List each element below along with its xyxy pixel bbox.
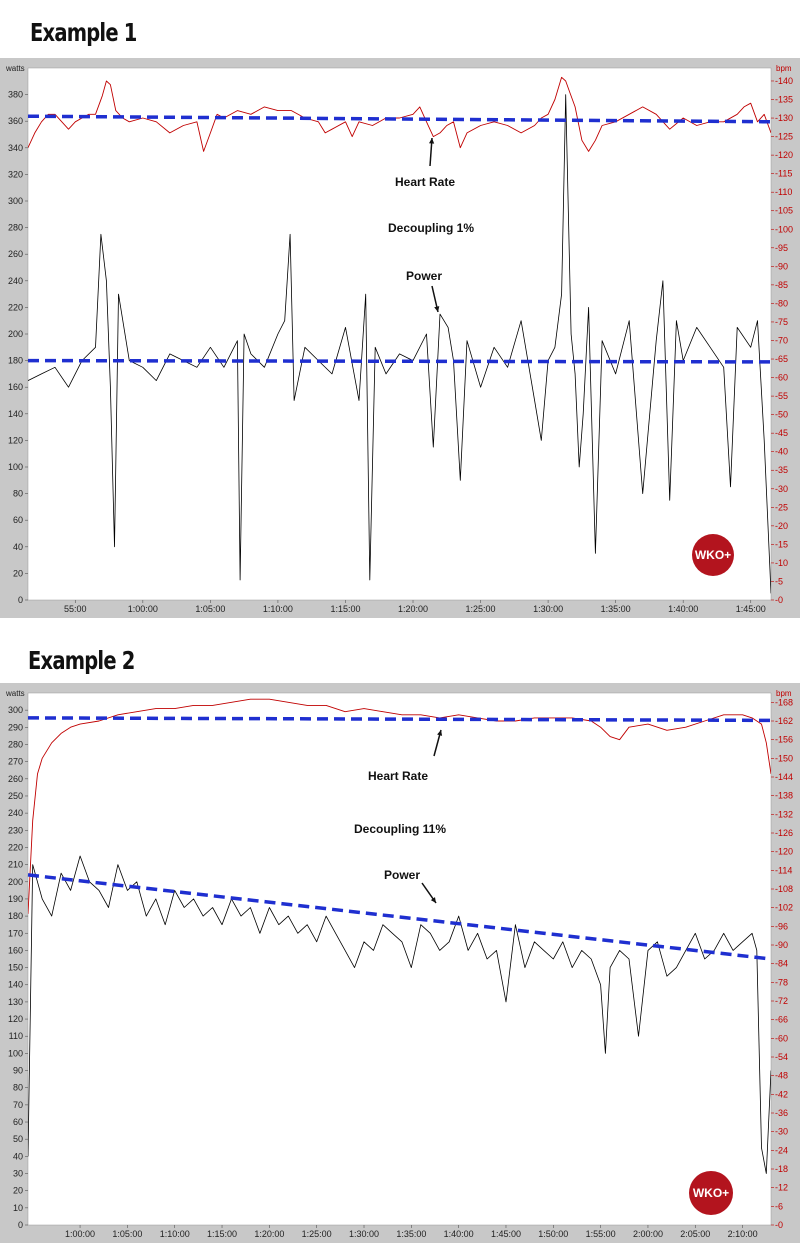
x-tick-label: 55:00: [64, 604, 87, 614]
x-tick-label: 1:05:00: [195, 604, 226, 614]
left-tick-label: 300: [7, 705, 23, 716]
right-tick-label: -115: [775, 168, 793, 179]
x-tick-label: 1:25:00: [301, 1229, 332, 1239]
power-label: Power: [384, 868, 421, 882]
right-tick-label: -12: [775, 1182, 789, 1193]
x-tick-label: 1:35:00: [600, 604, 631, 614]
x-tick-label: 1:50:00: [538, 1229, 569, 1239]
right-tick-label: -18: [775, 1164, 789, 1174]
left-tick-label: 360: [7, 116, 23, 127]
right-tick-label: -126: [775, 828, 794, 838]
left-tick-label: 260: [7, 773, 23, 784]
left-tick-label: 160: [7, 382, 23, 393]
left-tick-label: 150: [7, 962, 23, 973]
x-tick-label: 1:30:00: [348, 1229, 380, 1239]
chart-1-svg: [0, 58, 800, 618]
left-axis-unit: watts: [6, 689, 25, 698]
right-tick-label: -120: [775, 846, 794, 857]
decoupling-label: Decoupling 11%: [354, 822, 447, 836]
left-tick-label: 130: [7, 996, 23, 1007]
right-tick-label: -156: [775, 734, 794, 745]
left-tick-label: 120: [7, 1014, 23, 1025]
left-tick-label: 190: [7, 893, 23, 904]
chart-2-svg: [0, 683, 800, 1243]
right-tick-label: -162: [775, 716, 794, 726]
right-tick-label: -5: [775, 576, 784, 587]
x-tick-label: 1:40:00: [668, 604, 699, 614]
left-tick-label: 100: [7, 462, 23, 472]
x-tick-label: 1:15:00: [330, 604, 361, 614]
right-tick-label: -10: [775, 557, 789, 568]
left-tick-label: 210: [7, 859, 23, 870]
right-tick-label: -138: [775, 790, 794, 801]
right-tick-label: -132: [775, 809, 794, 820]
left-tick-label: 70: [12, 1099, 23, 1110]
x-tick-label: 1:40:00: [443, 1229, 474, 1239]
left-tick-label: 250: [7, 790, 23, 801]
left-tick-label: 60: [12, 515, 23, 526]
x-tick-label: 1:00:00: [65, 1229, 96, 1239]
right-axis-unit: bpm: [776, 64, 792, 73]
right-tick-label: -114: [775, 865, 793, 876]
right-tick-label: -135: [775, 94, 794, 105]
right-tick-label: -35: [775, 465, 789, 476]
right-tick-label: -65: [775, 354, 789, 365]
wko-logo-text: WKO+: [692, 1186, 730, 1200]
left-tick-label: 140: [7, 979, 23, 990]
x-tick-label: 1:45:00: [490, 1229, 521, 1239]
right-tick-label: -78: [775, 977, 789, 988]
right-tick-label: -45: [775, 428, 789, 439]
right-tick-label: -50: [775, 409, 789, 420]
right-tick-label: -24: [775, 1145, 789, 1156]
example-1-title: Example 1: [30, 18, 137, 47]
x-tick-label: 1:10:00: [262, 604, 293, 614]
right-tick-label: -168: [775, 697, 794, 708]
left-tick-label: 120: [7, 435, 23, 446]
left-tick-label: 100: [7, 1048, 23, 1059]
right-tick-label: -90: [775, 261, 789, 272]
x-tick-label: 1:25:00: [465, 604, 496, 614]
left-tick-label: 60: [12, 1117, 23, 1128]
right-tick-label: -54: [775, 1052, 789, 1062]
left-tick-label: 280: [7, 739, 23, 750]
x-tick-label: 1:15:00: [207, 1229, 238, 1239]
decoupling-label: Decoupling 1%: [388, 221, 475, 235]
right-tick-label: -150: [775, 753, 794, 764]
left-tick-label: 80: [12, 1082, 23, 1093]
x-tick-label: 1:45:00: [735, 604, 766, 614]
right-tick-label: -140: [775, 75, 794, 86]
right-tick-label: -25: [775, 502, 789, 513]
plot-area: [28, 68, 771, 600]
left-tick-label: 50: [12, 1134, 23, 1145]
left-tick-label: 10: [12, 1202, 23, 1213]
left-tick-label: 240: [7, 275, 23, 286]
left-tick-label: 140: [7, 408, 23, 419]
x-tick-label: 1:20:00: [397, 604, 429, 614]
left-tick-label: 20: [12, 568, 23, 579]
right-tick-label: -15: [775, 539, 789, 550]
right-tick-label: -120: [775, 150, 794, 161]
right-tick-label: -60: [775, 1033, 789, 1044]
left-tick-label: 380: [7, 89, 23, 100]
right-tick-label: -0: [775, 1220, 784, 1230]
left-tick-label: 0: [17, 595, 23, 605]
right-tick-label: -36: [775, 1108, 789, 1118]
left-tick-label: 110: [8, 1031, 23, 1042]
left-tick-label: 0: [17, 1220, 23, 1230]
right-tick-label: -70: [775, 335, 789, 346]
power-label: Power: [406, 269, 443, 283]
left-tick-label: 300: [7, 196, 23, 206]
right-tick-label: -105: [775, 205, 794, 216]
left-tick-label: 170: [7, 928, 23, 939]
left-tick-label: 20: [12, 1185, 23, 1196]
heart-rate-label: Heart Rate: [395, 175, 456, 189]
left-tick-label: 180: [7, 355, 23, 366]
right-tick-label: -6: [775, 1201, 784, 1212]
right-tick-label: -20: [775, 520, 789, 531]
right-tick-label: -80: [775, 298, 789, 309]
left-tick-label: 30: [12, 1168, 23, 1179]
left-tick-label: 200: [7, 329, 23, 339]
right-tick-label: -90: [775, 940, 789, 950]
x-tick-label: 1:05:00: [112, 1229, 143, 1239]
left-tick-label: 260: [7, 249, 23, 260]
right-tick-label: -40: [775, 446, 789, 457]
right-tick-label: -66: [775, 1014, 789, 1025]
x-tick-label: 2:05:00: [680, 1229, 711, 1239]
right-tick-label: -144: [775, 772, 794, 782]
heart-rate-label: Heart Rate: [368, 769, 429, 783]
right-tick-label: -42: [775, 1089, 789, 1100]
x-tick-label: 2:10:00: [727, 1229, 758, 1239]
right-tick-label: -95: [775, 242, 789, 253]
right-tick-label: -0: [775, 595, 784, 605]
right-axis-unit: bpm: [776, 689, 792, 698]
right-tick-label: -84: [775, 958, 789, 969]
x-tick-label: 1:00:00: [127, 604, 158, 614]
right-tick-label: -30: [775, 1126, 789, 1137]
left-tick-label: 240: [7, 808, 23, 819]
example-2-title: Example 2: [28, 646, 135, 675]
chart-frame-2: [0, 683, 800, 1243]
left-tick-label: 270: [7, 756, 23, 767]
x-tick-label: 2:00:00: [632, 1229, 663, 1239]
right-tick-label: -30: [775, 483, 789, 494]
right-tick-label: -125: [775, 131, 794, 142]
right-tick-label: -85: [775, 279, 789, 290]
left-tick-label: 320: [7, 169, 23, 180]
left-axis-unit: watts: [6, 64, 25, 73]
left-tick-label: 40: [12, 1151, 23, 1162]
right-tick-label: -100: [775, 224, 794, 235]
left-tick-label: 180: [7, 911, 23, 922]
left-tick-label: 40: [12, 541, 23, 552]
right-tick-label: -60: [775, 372, 789, 383]
left-tick-label: 160: [7, 945, 23, 956]
left-tick-label: 340: [7, 142, 23, 153]
right-tick-label: -102: [775, 902, 794, 913]
x-tick-label: 1:30:00: [533, 604, 564, 614]
left-tick-label: 80: [12, 488, 23, 499]
left-tick-label: 230: [7, 825, 23, 836]
right-tick-label: -55: [775, 391, 789, 402]
x-tick-label: 1:20:00: [254, 1229, 285, 1239]
left-tick-label: 200: [7, 876, 23, 887]
left-tick-label: 90: [12, 1065, 23, 1076]
left-tick-label: 220: [7, 842, 23, 853]
x-tick-label: 1:55:00: [585, 1229, 616, 1239]
right-tick-label: -108: [775, 884, 794, 894]
x-tick-label: 1:10:00: [159, 1229, 190, 1239]
right-tick-label: -48: [775, 1070, 789, 1081]
chart-frame-1: [0, 58, 800, 618]
x-tick-label: 1:35:00: [396, 1229, 427, 1239]
left-tick-label: 280: [7, 222, 23, 233]
right-tick-label: -75: [775, 316, 789, 327]
right-tick-label: -96: [775, 921, 789, 932]
right-tick-label: -72: [775, 996, 789, 1006]
wko-logo-text: WKO+: [694, 548, 732, 562]
right-tick-label: -110: [775, 187, 793, 198]
left-tick-label: 290: [7, 722, 23, 733]
right-tick-label: -130: [775, 113, 794, 124]
left-tick-label: 220: [7, 302, 23, 313]
